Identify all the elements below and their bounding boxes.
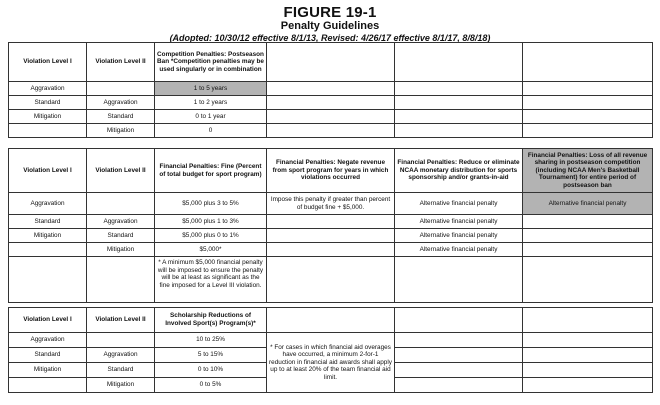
level1-cell: Aggravation (9, 193, 87, 215)
header-violation-level-1: Violation Level I (9, 308, 87, 333)
level2-cell: Standard (87, 363, 155, 378)
loss-cell (523, 243, 653, 257)
level2-cell: Aggravation (87, 348, 155, 363)
fine-cell: $5,000 plus 1 to 3% (155, 215, 267, 229)
negate-cell (267, 243, 395, 257)
scholarship-cell: 5 to 15% (155, 348, 267, 363)
figure-number: FIGURE 19-1 (283, 4, 377, 21)
table-row (9, 110, 653, 124)
empty-cell (395, 378, 523, 393)
header-reduce-distribution: Financial Penalties: Reduce or eliminate NCAA monetary distribution for sports sponsorship and/or grants-in-aid (395, 149, 523, 193)
loss-cell (523, 215, 653, 229)
fine-cell: $5,000 plus 3 to 5% (155, 193, 267, 215)
scholarship-reductions-table (8, 307, 653, 393)
table-row (9, 96, 653, 110)
level1-cell (9, 124, 87, 138)
empty-cell (9, 257, 87, 303)
empty-cell (267, 82, 395, 96)
negate-cell (267, 215, 395, 229)
level1-cell: Standard (9, 348, 87, 363)
level1-cell: Mitigation (9, 110, 87, 124)
header-violation-level-1: Violation Level I (9, 149, 87, 193)
header-fine: Financial Penalties: Fine (Percent of total budget for sport program) (155, 149, 267, 193)
empty-cell (395, 96, 523, 110)
empty-cell (523, 378, 653, 393)
postseason-ban-cell: 1 to 2 years (155, 96, 267, 110)
table-row (9, 215, 653, 229)
adoption-dates: (Adopted: 10/30/12 effective 8/1/13, Revised: 4/26/17 effective 8/1/17, 8/8/18) (169, 33, 491, 43)
empty-cell (523, 363, 653, 378)
level1-cell: Mitigation (9, 229, 87, 243)
header-scholarship-reductions: Scholarship Reductions of Involved Sport(s) Program(s)* (155, 308, 267, 333)
empty-cell (395, 82, 523, 96)
empty-cell (395, 363, 523, 378)
table-row (9, 229, 653, 243)
level2-cell: Standard (87, 110, 155, 124)
empty-cell (87, 257, 155, 303)
note-row (9, 257, 653, 303)
financial-penalties-table (8, 148, 653, 303)
scholarship-footnote: * For cases in which financial aid overages have occurred, a minimum 2-for-1 reduction in financial aid awards shall apply up to at least 20% of the team financial aid limit. (267, 333, 395, 393)
empty-cell (523, 96, 653, 110)
reduce-cell: Alternative financial penalty (395, 215, 523, 229)
empty-cell (267, 96, 395, 110)
empty-cell (523, 308, 653, 333)
level1-cell: Standard (9, 215, 87, 229)
empty-cell (523, 82, 653, 96)
table-row (9, 333, 653, 348)
header-negate-revenue: Financial Penalties: Negate revenue from sport program for years in which violations occurred (267, 149, 395, 193)
empty-cell (267, 43, 395, 82)
level1-cell: Mitigation (9, 363, 87, 378)
empty-cell (267, 257, 395, 303)
figure-title: Penalty Guidelines (280, 20, 380, 32)
scholarship-cell: 0 to 5% (155, 378, 267, 393)
empty-cell (523, 348, 653, 363)
header-violation-level-2: Violation Level II (87, 149, 155, 193)
empty-cell (395, 124, 523, 138)
negate-cell (267, 229, 395, 243)
empty-cell (395, 257, 523, 303)
empty-cell (395, 333, 523, 348)
empty-cell (267, 124, 395, 138)
empty-cell (523, 257, 653, 303)
header-violation-level-2: Violation Level II (87, 43, 155, 82)
table-row (9, 243, 653, 257)
level2-cell: Aggravation (87, 96, 155, 110)
level2-cell: Aggravation (87, 215, 155, 229)
empty-cell (523, 110, 653, 124)
level1-cell: Aggravation (9, 333, 87, 348)
reduce-cell: Alternative financial penalty (395, 243, 523, 257)
loss-cell (523, 229, 653, 243)
loss-cell: Alternative financial penalty (523, 193, 653, 215)
level2-cell: Standard (87, 229, 155, 243)
level1-cell: Aggravation (9, 82, 87, 96)
empty-cell (395, 110, 523, 124)
empty-cell (523, 43, 653, 82)
level2-cell: Mitigation (87, 124, 155, 138)
empty-cell (395, 308, 523, 333)
table-row (9, 193, 653, 215)
fine-cell: $5,000 plus 0 to 1% (155, 229, 267, 243)
level2-cell (87, 193, 155, 215)
level2-cell (87, 333, 155, 348)
table-row (9, 82, 653, 96)
empty-cell (395, 43, 523, 82)
level1-cell (9, 378, 87, 393)
negate-cell: Impose this penalty if greater than percent of budget fine + $5,000. (267, 193, 395, 215)
level2-cell: Mitigation (87, 243, 155, 257)
empty-cell (267, 308, 395, 333)
empty-cell (523, 333, 653, 348)
level2-cell: Mitigation (87, 378, 155, 393)
reduce-cell: Alternative financial penalty (395, 193, 523, 215)
fine-cell: $5,000* (155, 243, 267, 257)
reduce-cell: Alternative financial penalty (395, 229, 523, 243)
postseason-ban-cell: 1 to 5 years (155, 82, 267, 96)
fine-footnote: * A minimum $5,000 financial penalty will be imposed to ensure the penalty will be at least as significant as the fine imposed for a Level III violation. (155, 257, 267, 303)
scholarship-cell: 0 to 10% (155, 363, 267, 378)
header-violation-level-1: Violation Level I (9, 43, 87, 82)
empty-cell (395, 348, 523, 363)
header-competition-penalties: Competition Penalties: Postseason Ban *Competition penalties may be used singularly or in combination (155, 43, 267, 82)
postseason-ban-cell: 0 to 1 year (155, 110, 267, 124)
competition-penalties-table (8, 42, 653, 138)
empty-cell (523, 124, 653, 138)
level1-cell (9, 243, 87, 257)
postseason-ban-cell: 0 (155, 124, 267, 138)
header-violation-level-2: Violation Level II (87, 308, 155, 333)
table-row (9, 124, 653, 138)
level2-cell (87, 82, 155, 96)
level1-cell: Standard (9, 96, 87, 110)
empty-cell (267, 110, 395, 124)
header-loss-revenue-sharing: Financial Penalties: Loss of all revenue sharing in postseason competition (including NCAA Men's Basketball Tournament) for entire period of postseason ban (523, 149, 653, 193)
scholarship-cell: 10 to 25% (155, 333, 267, 348)
